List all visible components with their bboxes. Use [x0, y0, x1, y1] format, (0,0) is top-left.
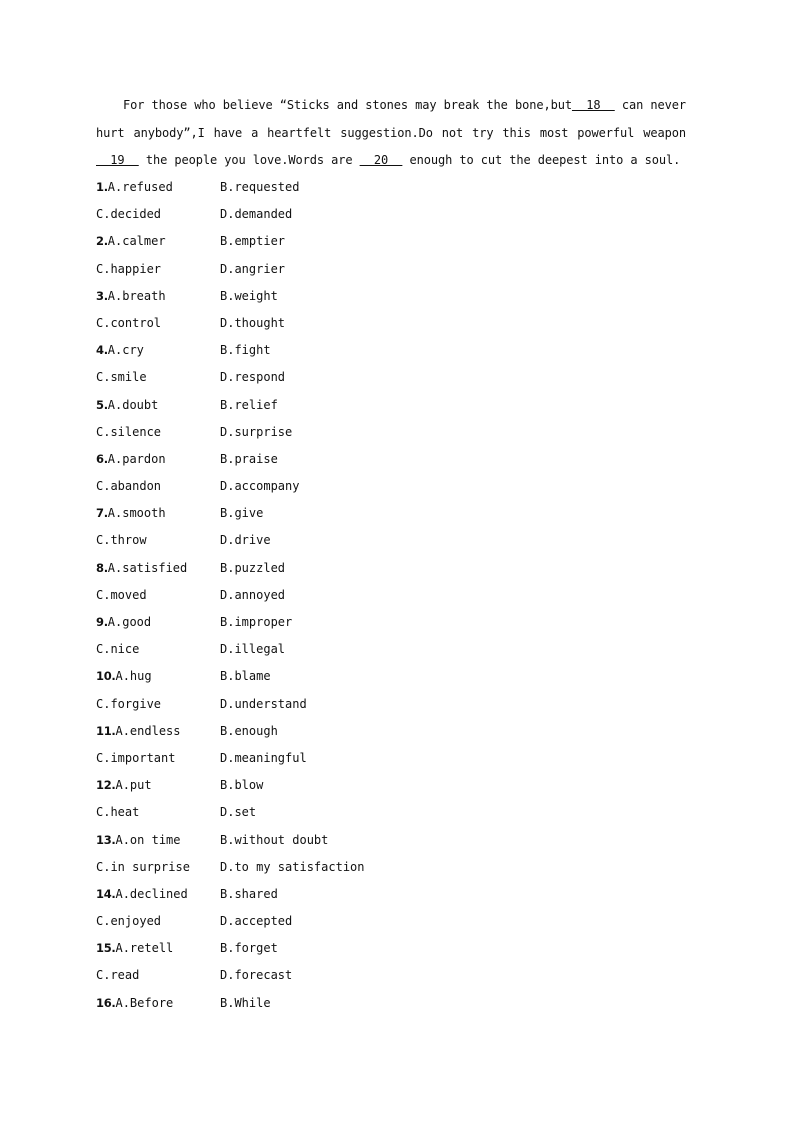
option-a-text: A.cry: [107, 343, 144, 358]
question-number: 12.: [96, 778, 116, 793]
question-row: [96, 500, 696, 527]
option-a-text: A.Before: [115, 995, 174, 1010]
question-row: [96, 364, 696, 391]
question-row: [96, 337, 696, 364]
option-d: D.respond: [220, 370, 286, 385]
option-a: [96, 663, 152, 690]
question-number: 16.: [96, 995, 116, 1010]
option-b: B.blame: [220, 669, 271, 684]
question-row: [96, 419, 696, 446]
question-number: 9.: [96, 615, 108, 629]
passage-text-1: For those who believe “Sticks and stones may break the bone,but: [123, 98, 572, 112]
option-a-text: A.calmer: [107, 234, 166, 249]
question-row: [96, 256, 696, 283]
option-c: C.enjoyed: [96, 914, 162, 929]
question-row: [96, 908, 696, 935]
option-a-text: A.declined: [115, 886, 188, 901]
question-number: 7.: [96, 506, 108, 521]
option-b: B.fight: [220, 343, 271, 358]
question-row: [96, 663, 696, 690]
option-c: C.silence: [96, 424, 162, 439]
option-a: [96, 337, 144, 364]
option-d: D.angrier: [220, 261, 286, 276]
option-b: B.weight: [220, 288, 278, 303]
passage-paragraph: [96, 92, 686, 175]
option-a: [96, 228, 166, 255]
option-d: D.drive: [220, 533, 271, 548]
option-b: B.emptier: [220, 234, 286, 249]
option-c: C.smile: [96, 370, 147, 385]
option-c: C.moved: [96, 587, 147, 602]
question-row: [96, 555, 696, 582]
option-c: C.in surprise: [96, 859, 190, 874]
option-a-text: A.doubt: [107, 397, 159, 412]
question-row: [96, 990, 696, 1017]
option-d: D.set: [220, 805, 257, 820]
question-row: [96, 962, 696, 989]
question-row: [96, 174, 696, 201]
option-a: [96, 500, 166, 527]
question-row: [96, 392, 696, 419]
option-b: B.improper: [220, 615, 293, 629]
option-d: D.accompany: [220, 479, 300, 494]
option-b: B.enough: [220, 723, 278, 738]
option-b: B.requested: [220, 180, 300, 194]
option-a: [96, 772, 152, 799]
question-row: [96, 228, 696, 255]
option-a-text: A.smooth: [107, 506, 166, 521]
option-c: C.read: [96, 968, 140, 983]
question-row: [96, 582, 696, 609]
option-b: B.shared: [220, 886, 278, 901]
question-row: [96, 527, 696, 554]
option-a: [96, 827, 181, 854]
question-row: [96, 854, 696, 881]
option-a: [96, 718, 181, 745]
option-c: C.throw: [96, 533, 147, 548]
option-b: B.without doubt: [220, 832, 329, 847]
question-row: [96, 935, 696, 962]
option-a-text: A.hug: [115, 669, 152, 684]
question-number: 4.: [96, 343, 108, 358]
option-a-text: A.pardon: [107, 451, 166, 466]
blank-20: 20: [359, 153, 403, 167]
question-row: [96, 473, 696, 500]
option-d: D.understand: [220, 696, 307, 711]
passage-text-4: enough to cut the deepest into a soul.: [402, 153, 681, 167]
option-c: C.heat: [96, 805, 140, 820]
option-d: D.accepted: [220, 914, 293, 929]
option-a: [96, 446, 166, 473]
option-a: [96, 283, 166, 310]
question-row: [96, 283, 696, 310]
blank-19: 19: [96, 153, 139, 167]
question-row: [96, 772, 696, 799]
option-a: [96, 392, 158, 419]
option-b: B.blow: [220, 778, 264, 793]
option-a: [96, 990, 173, 1017]
passage-text-3: the people you love.Words are: [138, 153, 360, 167]
option-a-text: A.on time: [115, 832, 181, 847]
option-d: D.meaningful: [220, 750, 307, 765]
option-d: D.illegal: [220, 642, 286, 657]
question-row: [96, 201, 696, 228]
option-a: [96, 935, 173, 962]
option-a-text: A.good: [107, 615, 152, 629]
option-b: B.give: [220, 506, 264, 521]
option-c: C.nice: [96, 642, 140, 657]
question-number: 6.: [96, 451, 108, 466]
option-c: C.happier: [96, 261, 162, 276]
option-a: [96, 174, 173, 201]
option-c: C.abandon: [96, 479, 162, 494]
option-a-text: A.put: [115, 778, 152, 793]
option-a: [96, 609, 151, 636]
question-number: 10.: [96, 669, 116, 684]
option-a: [96, 555, 187, 582]
blank-18: 18: [571, 98, 615, 112]
question-row: [96, 446, 696, 473]
question-options-list: [96, 174, 696, 1017]
question-row: [96, 691, 696, 718]
option-a-text: A.refused: [107, 180, 173, 194]
question-number: 5.: [96, 397, 108, 412]
question-number: 15.: [96, 941, 116, 956]
question-row: [96, 827, 696, 854]
option-a-text: A.satisfied: [107, 560, 188, 575]
option-c: C.forgive: [96, 696, 162, 711]
option-a-text: A.endless: [115, 723, 181, 738]
option-d: D.annoyed: [220, 587, 286, 602]
question-row: [96, 881, 696, 908]
option-b: B.While: [220, 995, 271, 1010]
question-number: 11.: [96, 723, 116, 738]
option-c: C.important: [96, 750, 176, 765]
option-a: [96, 881, 188, 908]
question-row: [96, 745, 696, 772]
option-d: D.demanded: [220, 207, 293, 222]
question-number: 14.: [96, 886, 116, 901]
option-c: C.control: [96, 315, 162, 330]
option-b: B.relief: [220, 397, 278, 412]
question-number: 3.: [96, 288, 108, 303]
option-a-text: A.breath: [107, 288, 166, 303]
option-d: D.to my satisfaction: [220, 859, 365, 874]
option-b: B.praise: [220, 451, 278, 466]
option-d: D.forecast: [220, 968, 293, 983]
question-row: [96, 799, 696, 826]
question-row: [96, 609, 696, 636]
question-row: [96, 636, 696, 663]
question-row: [96, 310, 696, 337]
question-number: 2.: [96, 234, 108, 249]
option-b: B.forget: [220, 941, 278, 956]
passage-text-2: can never hurt anybody”,I have a heartfelt suggestion.Do not try this most powerful weapon: [96, 98, 687, 140]
question-number: 1.: [96, 180, 108, 194]
option-d: D.thought: [220, 315, 286, 330]
question-number: 8.: [96, 560, 108, 575]
question-number: 13.: [96, 832, 116, 847]
option-c: C.decided: [96, 207, 162, 222]
option-b: B.puzzled: [220, 560, 286, 575]
question-row: [96, 718, 696, 745]
option-d: D.surprise: [220, 424, 293, 439]
option-a-text: A.retell: [115, 941, 174, 956]
